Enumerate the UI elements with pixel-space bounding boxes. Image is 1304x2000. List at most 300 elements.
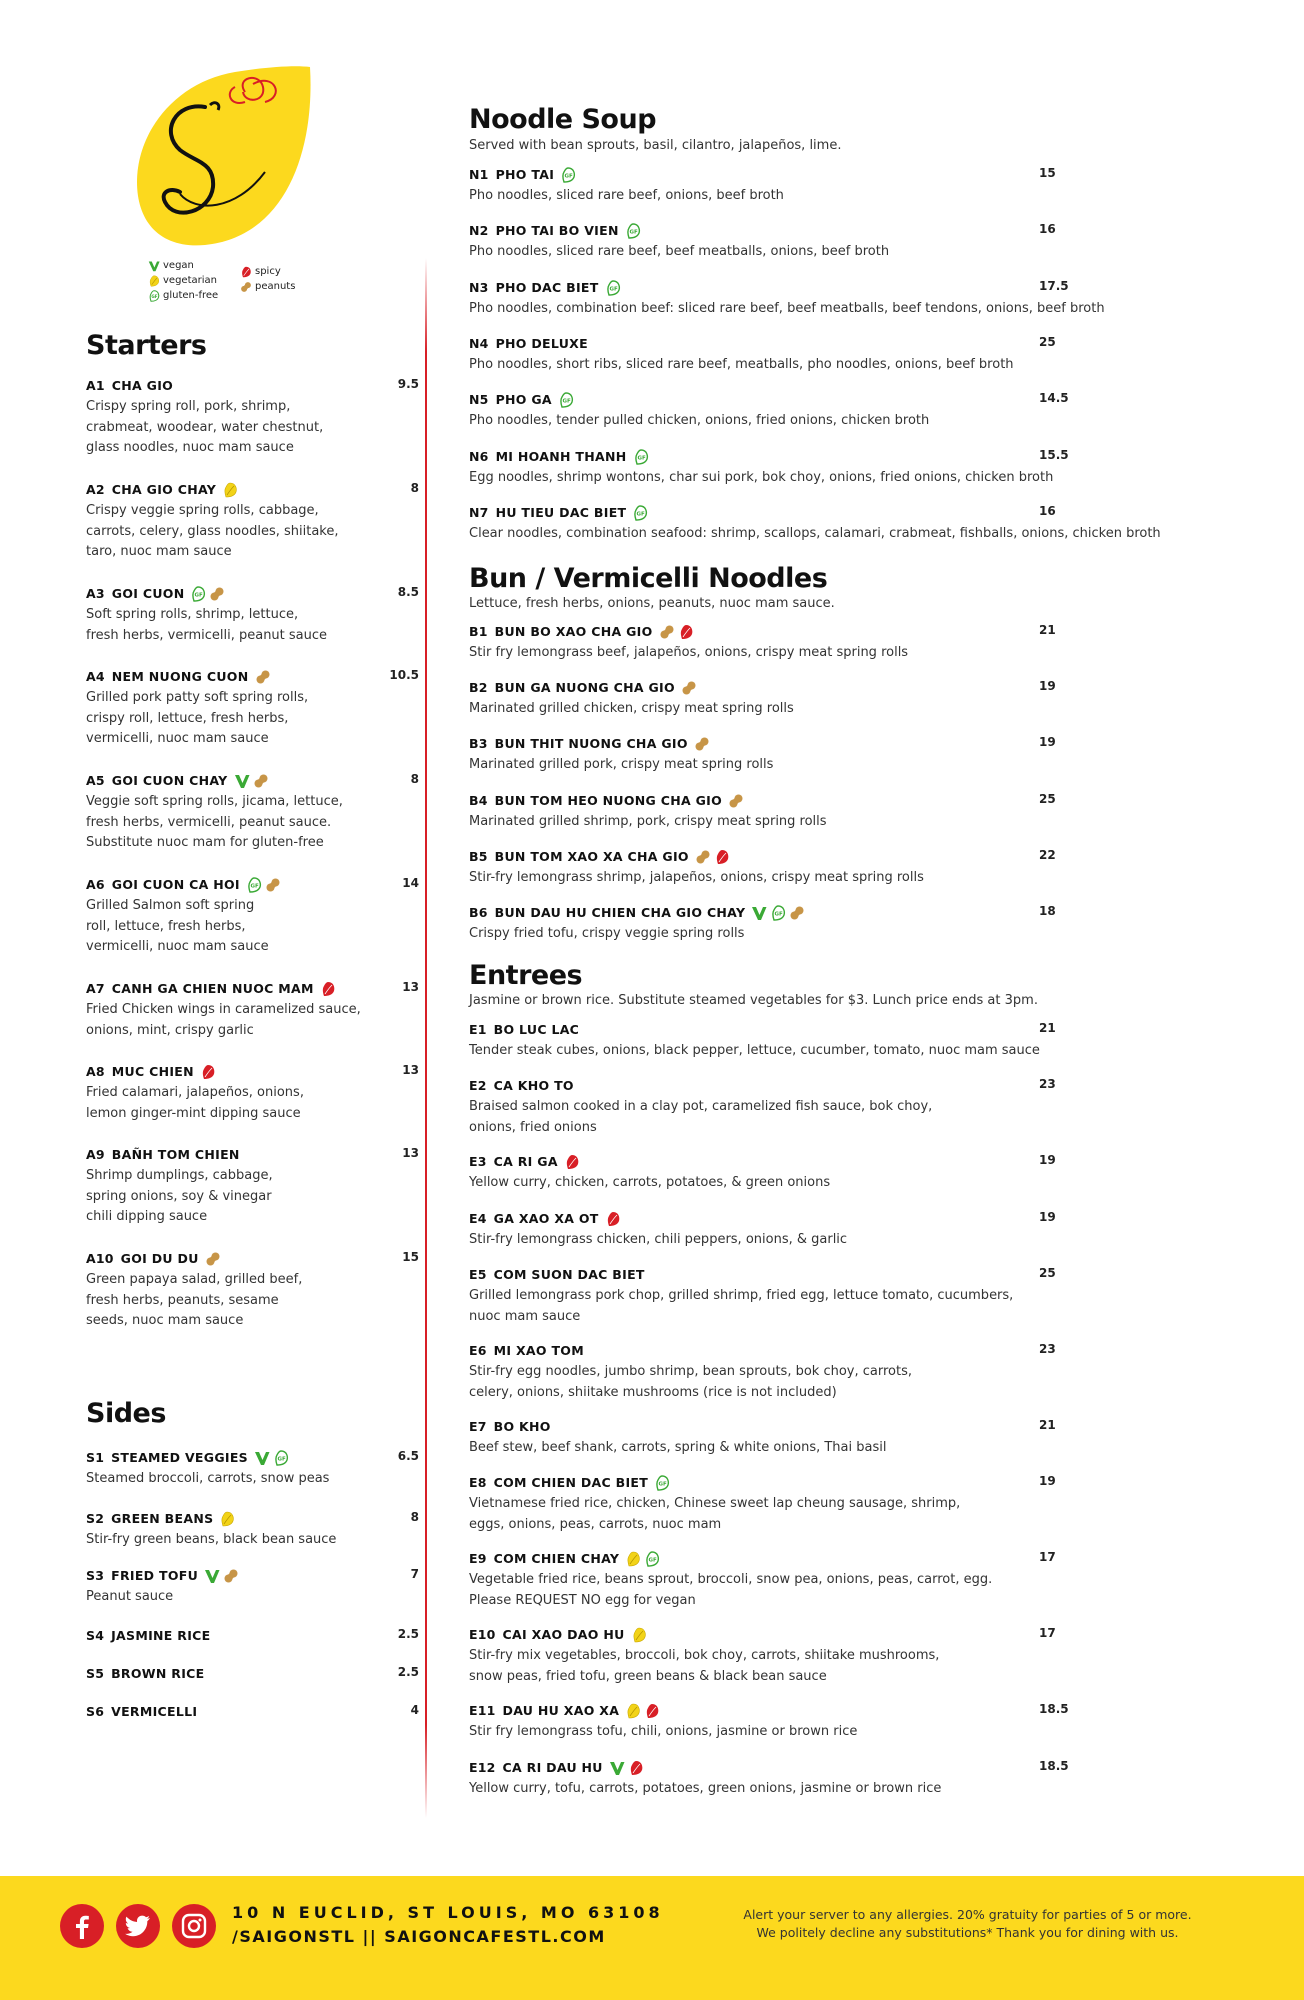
dietary-icons xyxy=(631,1627,650,1643)
menu-item xyxy=(86,1449,419,1490)
website-and-social-handle[interactable]: /SAIGONSTL || SAIGONCAFESTL.COM xyxy=(232,1927,606,1946)
legend-gluten-free: gluten-free xyxy=(163,290,219,301)
dietary-icons xyxy=(558,392,577,408)
menu-item-name: COM CHIEN DAC BIET xyxy=(493,1475,649,1490)
menu-item xyxy=(86,1510,419,1551)
description-line: Marinated grilled shrimp, pork, crispy meat spring rolls xyxy=(469,814,827,829)
description-line: Pho noodles, short ribs, sliced rare beef, meatballs, pho noodles, onions, beef broth xyxy=(469,357,1014,372)
menu-item xyxy=(469,792,1056,833)
menu-item-header xyxy=(469,1702,857,1719)
description-line: Peanut sauce xyxy=(86,1589,174,1604)
peanut-icon xyxy=(789,905,805,921)
menu-item-price: 9.5 xyxy=(397,377,419,391)
menu-item xyxy=(469,735,1056,776)
menu-item xyxy=(469,166,1056,207)
menu-item-price: 8 xyxy=(410,772,419,786)
menu-item-code: E11 xyxy=(469,1703,496,1718)
dietary-icons xyxy=(204,1568,242,1584)
menu-item-name: BUN THIT NUONG CHA GIO xyxy=(494,736,688,751)
menu-item-code: A8 xyxy=(86,1064,105,1079)
menu-item-header xyxy=(469,1153,830,1170)
menu-item-description xyxy=(469,1230,847,1251)
menu-item-description xyxy=(86,792,343,854)
menu-item-price: 25 xyxy=(1039,335,1056,349)
menu-item-price: 7 xyxy=(410,1567,419,1581)
description-line: Pho noodles, combination beef: sliced rare beef, beef meatballs, beef tendons, onions, beef broth xyxy=(469,301,1105,316)
description-line: Clear noodles, combination seafood: shrimp, scallops, calamari, crabmeat, fishballs, onions, chicken broth xyxy=(469,526,1161,541)
menu-item-code: S6 xyxy=(86,1704,105,1719)
menu-item-description xyxy=(86,1000,361,1041)
menu-item xyxy=(469,448,1069,489)
menu-item-name: GOI CUON CA HOI xyxy=(111,877,240,892)
menu-item-header xyxy=(86,1449,329,1466)
menu-item-name: CA KHO TO xyxy=(493,1078,574,1093)
gluten-free-icon xyxy=(273,1450,289,1466)
menu-item-code: A7 xyxy=(86,981,105,996)
dietary-icons xyxy=(320,981,339,997)
menu-item-name: MUC CHIEN xyxy=(111,1064,194,1079)
menu-item xyxy=(469,504,1161,545)
description-line: Grilled pork patty soft spring rolls, xyxy=(86,690,309,705)
menu-item-description xyxy=(469,1041,1040,1062)
menu-item-header xyxy=(86,1063,304,1080)
menu-item-code: N4 xyxy=(469,336,489,351)
menu-item-price: 16 xyxy=(1039,222,1056,236)
dietary-icons xyxy=(564,1154,583,1170)
menu-item xyxy=(469,1474,1056,1535)
menu-item-code: N6 xyxy=(469,449,489,464)
gluten-free-icon xyxy=(558,392,574,408)
description-line: Tender steak cubes, onions, black pepper, lettuce, cucumber, tomato, nuoc mam sauce xyxy=(469,1043,1040,1058)
noodle-soup-subtitle: Served with bean sprouts, basil, cilantro, jalapeños, lime. xyxy=(469,138,842,153)
description-line: snow peas, fried tofu, green beans & black bean sauce xyxy=(469,1668,827,1684)
menu-item-name: STEAMED VEGGIES xyxy=(111,1450,248,1465)
menu-item-name: BUN BO XAO CHA GIO xyxy=(494,624,653,639)
description-line: Shrimp dumplings, cabbage, xyxy=(86,1168,273,1183)
description-line: Marinated grilled pork, crispy meat spring rolls xyxy=(469,757,774,772)
description-line: nuoc mam sauce xyxy=(469,1308,581,1324)
menu-item-description xyxy=(469,1570,992,1611)
description-line: fresh herbs, vermicelli, peanut sauce. xyxy=(86,814,332,830)
instagram-button[interactable] xyxy=(172,1904,216,1948)
bun-title: Bun / Vermicelli Noodles xyxy=(469,563,828,594)
menu-item xyxy=(469,623,1056,664)
spicy-icon xyxy=(714,849,730,865)
menu-item-price: 8 xyxy=(410,1510,419,1524)
description-line: Pho noodles, sliced rare beef, onions, beef broth xyxy=(469,188,784,203)
menu-item-description xyxy=(469,1362,912,1403)
menu-item-header xyxy=(86,1627,210,1644)
menu-item-name: MI XAO TOM xyxy=(493,1343,584,1358)
description-line: Veggie soft spring rolls, jicama, lettuce, xyxy=(86,794,343,809)
menu-item-name: CAI XAO DAO HU xyxy=(502,1627,625,1642)
menu-item-price: 13 xyxy=(402,1146,419,1160)
description-line: eggs, onions, peas, carrots, nuoc mam xyxy=(469,1516,722,1532)
menu-item-price: 17.5 xyxy=(1039,279,1069,293)
spicy-icon xyxy=(240,266,252,278)
description-line: crabmeat, woodear, water chestnut, xyxy=(86,419,324,435)
menu-item-description xyxy=(469,1722,857,1743)
menu-item-name: PHO TAI BO VIEN xyxy=(495,223,619,238)
description-line: Stir-fry mix vegetables, broccoli, bok choy, carrots, shiitake mushrooms, xyxy=(469,1648,940,1663)
menu-item-price: 21 xyxy=(1039,1418,1056,1432)
description-line: Soft spring rolls, shrimp, lettuce, xyxy=(86,607,299,622)
menu-item-description xyxy=(469,868,924,889)
menu-item-price: 10.5 xyxy=(389,668,419,682)
dietary-icons xyxy=(654,1475,673,1491)
menu-item xyxy=(469,1626,1056,1687)
menu-item-code: E6 xyxy=(469,1343,487,1358)
menu-item-code: S3 xyxy=(86,1568,105,1583)
vegan-icon xyxy=(254,1450,270,1466)
menu-item-description xyxy=(86,1530,336,1551)
peanut-icon xyxy=(253,773,269,789)
menu-item-description xyxy=(469,186,784,207)
menu-item-header xyxy=(469,222,889,239)
description-line: roll, lettuce, fresh herbs, xyxy=(86,918,246,934)
dietary-icons xyxy=(695,849,733,865)
menu-item-price: 16 xyxy=(1039,504,1056,518)
gluten-free-icon xyxy=(560,167,576,183)
menu-item-name: DAU HU XAO XA xyxy=(502,1703,620,1718)
menu-item-header xyxy=(469,735,773,752)
menu-item-description xyxy=(469,1173,830,1194)
peanut-icon xyxy=(694,736,710,752)
peanut-icon xyxy=(255,669,271,685)
dietary-icons xyxy=(633,449,652,465)
menu-item-description xyxy=(469,1779,941,1800)
menu-item-code: S5 xyxy=(86,1666,105,1681)
menu-item xyxy=(469,335,1056,376)
menu-item-name: BO LUC LAC xyxy=(493,1022,580,1037)
description-line: Beef stew, beef shank, carrots, spring & white onions, Thai basil xyxy=(469,1440,887,1455)
description-line: Vegetable fried rice, beans sprout, broccoli, snow pea, onions, peas, carrot, egg. xyxy=(469,1572,993,1587)
gluten-free-icon xyxy=(632,505,648,521)
description-line: Stir-fry green beans, black bean sauce xyxy=(86,1532,337,1547)
menu-item xyxy=(86,668,419,750)
menu-item xyxy=(469,1077,1056,1138)
menu-item-code: S2 xyxy=(86,1511,105,1526)
menu-item xyxy=(86,772,419,854)
spicy-icon xyxy=(644,1703,660,1719)
sides-title: Sides xyxy=(86,1398,166,1429)
menu-item-name: BO KHO xyxy=(493,1419,551,1434)
instagram-icon xyxy=(181,1913,207,1939)
menu-item-header xyxy=(469,1474,960,1491)
menu-item-description xyxy=(469,1097,932,1138)
description-line: Vietnamese fried rice, chicken, Chinese sweet lap cheung sausage, shrimp, xyxy=(469,1496,961,1511)
menu-item-name: COM SUON DAC BIET xyxy=(493,1267,645,1282)
note-line: Alert your server to any allergies. 20% gratuity for parties of 5 or more. xyxy=(743,1907,1192,1922)
peanut-icon xyxy=(681,680,697,696)
menu-item-code: B4 xyxy=(469,793,488,808)
menu-item xyxy=(469,1759,1069,1800)
menu-item xyxy=(86,377,419,459)
menu-item-description xyxy=(469,468,1053,489)
menu-item-name: BUN GA NUONG CHA GIO xyxy=(494,680,675,695)
menu-item-price: 23 xyxy=(1039,1077,1056,1091)
description-line: spring onions, soy & vinegar xyxy=(86,1188,272,1204)
menu-item-header xyxy=(86,1567,242,1584)
menu-item-price: 4 xyxy=(410,1703,419,1717)
menu-item-name: PHO GA xyxy=(495,392,552,407)
menu-item-price: 25 xyxy=(1039,792,1056,806)
menu-item xyxy=(86,1627,419,1644)
description-line: Braised salmon cooked in a clay pot, caramelized fish sauce, bok choy, xyxy=(469,1099,933,1114)
twitter-icon xyxy=(125,1915,151,1937)
description-line: Stir fry lemongrass beef, jalapeños, onions, crispy meat spring rolls xyxy=(469,645,909,660)
menu-item xyxy=(469,1266,1056,1327)
menu-item-header xyxy=(469,1418,886,1435)
menu-item-name: CA RI GA xyxy=(493,1154,558,1169)
description-line: Grilled Salmon soft spring xyxy=(86,898,255,913)
menu-item-header xyxy=(469,1342,912,1359)
menu-item-name: GOI CUON xyxy=(111,586,185,601)
menu-item-name: JASMINE RICE xyxy=(111,1628,211,1643)
peanut-icon xyxy=(240,281,252,293)
menu-item-name: VERMICELLI xyxy=(111,1704,198,1719)
menu-item-code: E8 xyxy=(469,1475,487,1490)
menu-item-price: 15.5 xyxy=(1039,448,1069,462)
menu-item xyxy=(469,1021,1056,1062)
footer xyxy=(0,1876,1304,2000)
allergy-gratuity-note xyxy=(690,1906,1245,1942)
peanut-icon xyxy=(265,877,281,893)
menu-item-description xyxy=(86,688,308,750)
menu-item-description xyxy=(86,397,323,459)
menu-item-code: E5 xyxy=(469,1267,487,1282)
vegan-icon xyxy=(609,1760,625,1776)
menu-item xyxy=(469,391,1069,432)
entrees-title: Entrees xyxy=(469,960,583,991)
dietary-icons xyxy=(625,1703,663,1719)
menu-item xyxy=(469,1153,1056,1194)
note-line: We politely decline any substitutions* Thank you for dining with us. xyxy=(756,1925,1179,1940)
menu-item-description xyxy=(86,896,284,958)
restaurant-address: 10 N EUCLID, ST LOUIS, MO 63108 xyxy=(232,1903,664,1922)
twitter-button[interactable] xyxy=(116,1904,160,1948)
menu-item xyxy=(86,1567,419,1608)
legend-vegetarian: vegetarian xyxy=(163,275,217,286)
menu-item-code: E2 xyxy=(469,1078,487,1093)
dietary-icons xyxy=(659,624,697,640)
description-line: carrots, celery, glass noodles, shiitake, xyxy=(86,523,339,539)
menu-item-price: 13 xyxy=(402,980,419,994)
peanut-icon xyxy=(659,624,675,640)
menu-item-price: 8 xyxy=(410,481,419,495)
description-line: fresh herbs, peanuts, sesame xyxy=(86,1292,279,1308)
menu-item-price: 13 xyxy=(402,1063,419,1077)
menu-item-description xyxy=(469,1438,886,1459)
menu-item-header xyxy=(469,1550,992,1567)
menu-item-header xyxy=(469,279,1105,296)
menu-item-name: GA XAO XA OT xyxy=(493,1211,599,1226)
vegetarian-icon xyxy=(625,1703,641,1719)
dietary-icons xyxy=(605,280,624,296)
menu-item xyxy=(86,481,419,563)
menu-item-header xyxy=(469,391,929,408)
menu-item-description xyxy=(469,411,929,432)
menu-item-name: CHA GIO xyxy=(111,378,174,393)
menu-item-code: A3 xyxy=(86,586,105,601)
menu-item-code: A4 xyxy=(86,669,105,684)
gluten-free-icon xyxy=(633,449,649,465)
gluten-free-icon xyxy=(148,290,160,302)
description-line: Grilled lemongrass pork chop, grilled shrimp, fried egg, lettuce tomato, cucumbers, xyxy=(469,1288,1014,1303)
menu-item-header xyxy=(469,679,794,696)
menu-item-code: E3 xyxy=(469,1154,487,1169)
dietary-icons xyxy=(190,586,228,602)
menu-item-price: 15 xyxy=(402,1250,419,1264)
menu-item-name: NEM NUONG CUON xyxy=(111,669,249,684)
menu-item-name: BUN TOM HEO NUONG CHA GIO xyxy=(494,793,723,808)
menu-item-header xyxy=(86,772,343,789)
dietary-icons xyxy=(625,223,644,239)
menu-item-price: 17 xyxy=(1039,1626,1056,1640)
menu-item-code: B1 xyxy=(469,624,488,639)
menu-item xyxy=(469,904,1056,945)
menu-item xyxy=(86,876,419,958)
menu-item-header xyxy=(86,481,338,498)
menu-item-header xyxy=(86,980,361,997)
dietary-icons xyxy=(254,1450,292,1466)
menu-item-price: 2.5 xyxy=(397,1665,419,1679)
vegetarian-icon xyxy=(148,275,160,287)
menu-item-code: A6 xyxy=(86,877,105,892)
menu-item-code: A1 xyxy=(86,378,105,393)
menu-item-code: E12 xyxy=(469,1760,496,1775)
description-line: Crispy spring roll, pork, shrimp, xyxy=(86,399,291,414)
menu-item-code: E9 xyxy=(469,1551,487,1566)
description-line: Fried Chicken wings in caramelized sauce, xyxy=(86,1002,361,1017)
menu-item-price: 17 xyxy=(1039,1550,1056,1564)
vegetarian-icon xyxy=(222,482,238,498)
gluten-free-icon xyxy=(770,905,786,921)
description-line: onions, fried onions xyxy=(469,1119,597,1135)
menu-item-name: PHO TAI xyxy=(495,167,555,182)
description-line: Marinated grilled chicken, crispy meat spring rolls xyxy=(469,701,794,716)
dietary-icons xyxy=(255,669,274,685)
menu-item xyxy=(86,1665,419,1682)
menu-item-code: A5 xyxy=(86,773,105,788)
menu-item-price: 23 xyxy=(1039,1342,1056,1356)
description-line: Pho noodles, tender pulled chicken, onions, fried onions, chicken broth xyxy=(469,413,930,428)
dietary-icons xyxy=(205,1251,224,1267)
menu-item-code: N5 xyxy=(469,392,489,407)
menu-item-name: GOI DU DU xyxy=(120,1251,199,1266)
description-line: onions, mint, crispy garlic xyxy=(86,1022,254,1038)
menu-item-header xyxy=(86,1250,302,1267)
menu-item-code: N7 xyxy=(469,505,489,520)
starters-title: Starters xyxy=(86,330,207,361)
menu-item-name: COM CHIEN CHAY xyxy=(493,1551,620,1566)
description-line: taro, nuoc mam sauce xyxy=(86,544,232,559)
menu-item-description xyxy=(469,355,1014,376)
menu-item xyxy=(86,1250,419,1332)
menu-item-price: 6.5 xyxy=(397,1449,419,1463)
description-line: seeds, nuoc mam sauce xyxy=(86,1313,244,1328)
menu-item-price: 22 xyxy=(1039,848,1056,862)
description-line: vermicelli, nuoc mam sauce xyxy=(86,731,269,746)
menu-item-description xyxy=(469,299,1105,320)
menu-item-code: N3 xyxy=(469,280,489,295)
peanut-icon xyxy=(205,1251,221,1267)
menu-item-header xyxy=(469,848,924,865)
menu-item xyxy=(86,1703,419,1720)
dietary-icons xyxy=(625,1551,663,1567)
description-line: Green papaya salad, grilled beef, xyxy=(86,1272,303,1287)
dietary-icons xyxy=(681,680,700,696)
menu-item-price: 18.5 xyxy=(1039,1702,1069,1716)
entrees-subtitle: Jasmine or brown rice. Substitute steamed vegetables for $3. Lunch price ends at 3pm. xyxy=(469,993,1038,1008)
menu-item-header xyxy=(469,1759,941,1776)
menu-item xyxy=(469,222,1056,263)
description-line: chili dipping sauce xyxy=(86,1209,208,1224)
menu-item-description xyxy=(469,924,808,945)
spicy-icon xyxy=(200,1064,216,1080)
peanut-icon xyxy=(209,586,225,602)
menu-item xyxy=(469,848,1056,889)
menu-item xyxy=(86,1146,419,1228)
dietary-icons xyxy=(219,1511,238,1527)
description-line: Stir fry lemongrass tofu, chili, onions, jasmine or brown rice xyxy=(469,1724,858,1739)
menu-item-description xyxy=(86,1270,302,1332)
menu-item-price: 15 xyxy=(1039,166,1056,180)
menu-item-header xyxy=(86,876,284,893)
dietary-icons xyxy=(751,905,808,921)
peanut-icon xyxy=(695,849,711,865)
spicy-icon xyxy=(564,1154,580,1170)
menu-item-description xyxy=(469,1494,960,1535)
menu-item-price: 18.5 xyxy=(1039,1759,1069,1773)
gluten-free-icon xyxy=(654,1475,670,1491)
vegan-icon xyxy=(204,1568,220,1584)
dietary-icons xyxy=(609,1760,647,1776)
menu-item-code: S1 xyxy=(86,1450,105,1465)
menu-item-name: GREEN BEANS xyxy=(111,1511,214,1526)
dietary-icons xyxy=(694,736,713,752)
menu-item-price: 18 xyxy=(1039,904,1056,918)
vegetarian-icon xyxy=(625,1551,641,1567)
menu-item-code: E7 xyxy=(469,1419,487,1434)
menu-item xyxy=(469,1702,1069,1743)
menu-item-code: B2 xyxy=(469,680,488,695)
menu-item-code: N1 xyxy=(469,167,489,182)
description-line: celery, onions, shiitake mushrooms (rice is not included) xyxy=(469,1384,837,1400)
menu-item-header xyxy=(469,1626,939,1643)
menu-item-header xyxy=(469,1021,1040,1038)
menu-item-description xyxy=(86,501,338,563)
menu-item-code: A9 xyxy=(86,1147,105,1162)
menu-item-name: CHA GIO CHAY xyxy=(111,482,217,497)
description-line: Yellow curry, chicken, carrots, potatoes, & green onions xyxy=(469,1175,831,1190)
menu-item-code: A10 xyxy=(86,1251,114,1266)
menu-item-header xyxy=(469,623,908,640)
menu-item-header xyxy=(469,335,1014,352)
description-line: crispy roll, lettuce, fresh herbs, xyxy=(86,710,289,726)
description-line: Fried calamari, jalapeños, onions, xyxy=(86,1085,304,1100)
menu-item-description xyxy=(86,1469,329,1490)
menu-item-header xyxy=(86,1510,336,1527)
menu-item-header xyxy=(86,585,327,602)
menu-item-header xyxy=(469,166,784,183)
facebook-button[interactable] xyxy=(60,1904,104,1948)
menu-item-name: FRIED TOFU xyxy=(111,1568,199,1583)
menu-item xyxy=(86,585,419,646)
menu-item-code: E10 xyxy=(469,1627,496,1642)
menu-item-code: B3 xyxy=(469,736,488,751)
description-line: Steamed broccoli, carrots, snow peas xyxy=(86,1471,330,1486)
